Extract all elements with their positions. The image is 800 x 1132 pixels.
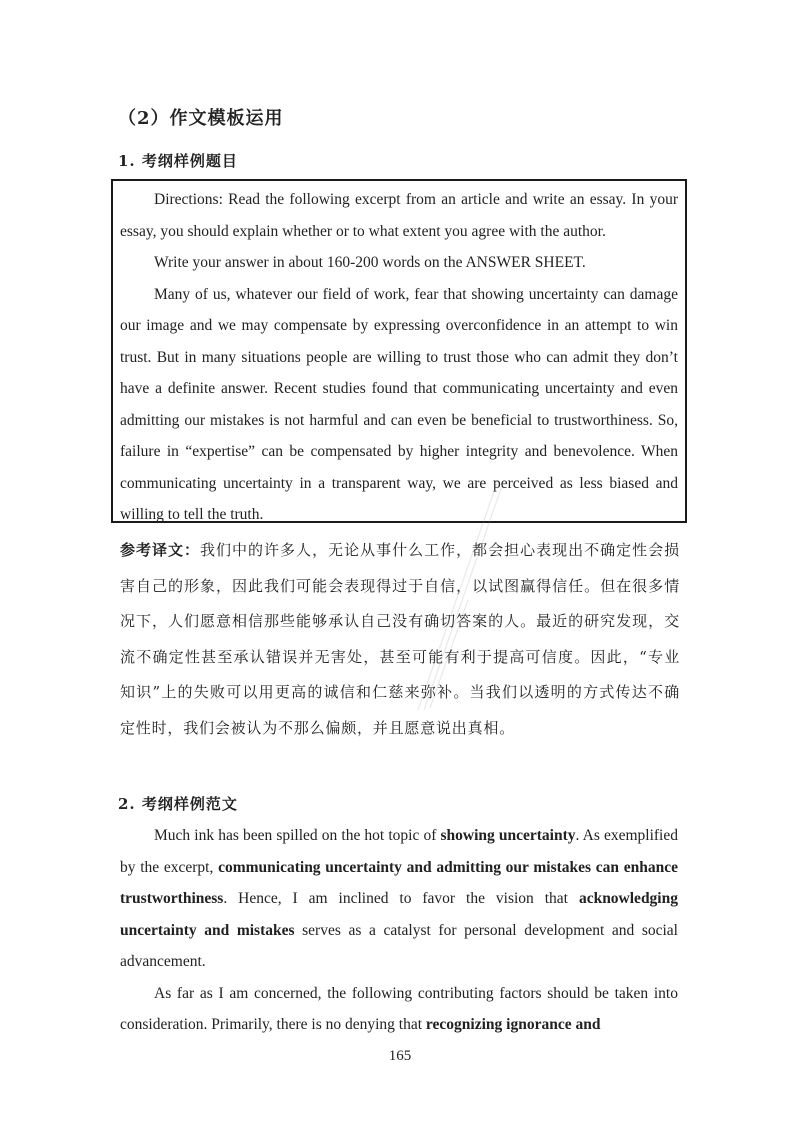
essay-p1-text-2: . As exemplified by the excerpt, — [120, 827, 678, 876]
directions-paragraph: Directions: Read the following excerpt from an article and write an essay. In your essay, you should explain whether or to what extent you agree with the author. — [120, 191, 678, 240]
essay-p2-text-1: As far as I am concerned, the following contributing factors should be taken into consideration. Primarily, there is no denying that — [120, 984, 678, 1033]
heading-sample-essay: 2. 考纲样例范文 — [118, 795, 238, 813]
heading-sample-question: 1. 考纲样例题目 — [118, 152, 238, 170]
essay-paragraph-2 — [120, 978, 678, 1041]
essay-paragraph-1 — [120, 820, 678, 978]
question-text — [120, 184, 678, 531]
essay-p1-text-1: Much ink has been spilled on the hot topic of — [154, 827, 441, 844]
essay-p1-bold-1: showing uncertainty — [440, 827, 576, 844]
essay-p1-text-4: serves as a catalyst for personal development and social advancement. — [120, 921, 678, 970]
translation-text: 我们中的许多人，无论从事什么工作，都会担心表现出不确定性会损害自己的形象，因此我们可能会表现得过于自信，以试图赢得信任。但在很多情况下，人们愿意相信那些能够承认自己没有确切答案的人。最近的研究发现，交流不确定性甚至承认错误并无害处，甚至可能有利于提高可信度。因此，“专业知识”上的失败可以用更高的诚信和仁慈来弥补。当我们以透明的方式传达不确定性时，我们会被认为不那么偏颇，并且愿意说出真相。 — [120, 541, 680, 737]
essay-p1-text-3: . Hence, I am inclined to favor the vision that — [223, 890, 579, 907]
section-title: （2）作文模板运用 — [118, 108, 284, 129]
essay-p1-bold-3: acknowledging uncertainty and mistakes — [120, 890, 678, 939]
excerpt-paragraph: Many of us, whatever our field of work, fear that showing uncertainty can damage our image and we may compensate by expressing overconfidence in an attempt to win trust. But in many situations people are willing to trust those who can admit they don’t have a definite answer. Recent studies found that communicating uncertainty and even admitting our mistakes is not harmful and can even be beneficial to trustworthiness. So, failure in “expertise” can be compensated by higher integrity and benevolence. When communicating uncertainty in a transparent way, we are perceived as less biased and willing to tell the truth. — [120, 285, 678, 523]
translation-label: 参考译文： — [120, 541, 201, 559]
essay-p2-bold-1: recognizing ignorance and — [425, 1016, 601, 1033]
instruction-paragraph: Write your answer in about 160-200 words on the ANSWER SHEET. — [154, 254, 586, 271]
essay-p1-bold-2: communicating uncertainty and admitting our mistakes can enhance trustworthiness — [120, 858, 678, 907]
essay-text — [120, 820, 678, 1041]
page-number: 165 — [388, 1048, 412, 1064]
translation-paragraph — [120, 533, 680, 746]
